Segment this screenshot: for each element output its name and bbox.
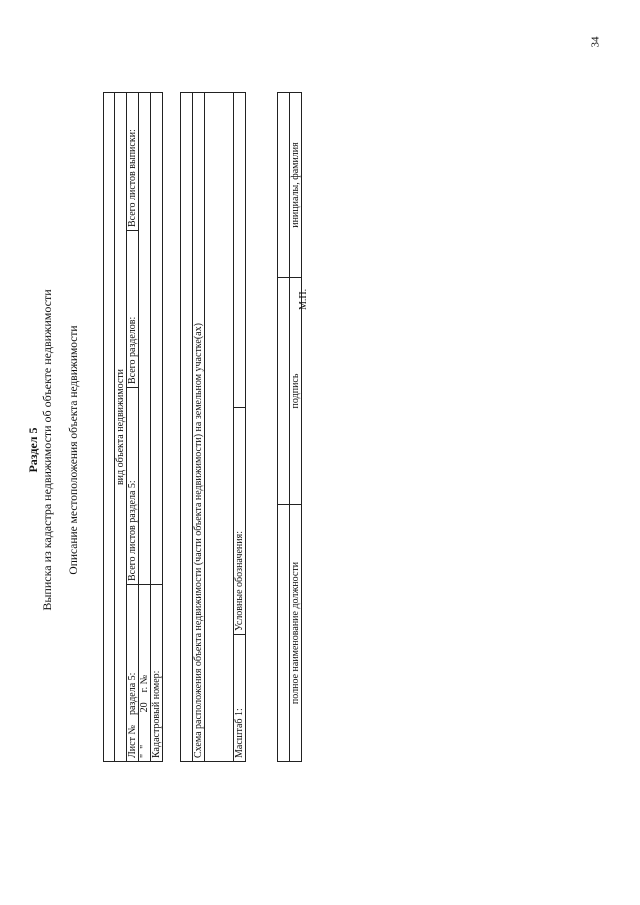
total-sections-cell: Всего разделов: [127,231,139,388]
date-quote-open: " [139,753,150,758]
legend-value-cell [234,93,246,408]
blank-cell [139,93,151,585]
name-label: инициалы, фамилия [290,93,302,278]
year-prefix: 20 [139,702,150,713]
document-subtitle: Выписка из кадастра недвижимости об объекте недвижимости [40,289,54,611]
object-type-cell: вид объекта недвижимости [115,93,127,762]
sheet-number-cell [127,585,139,762]
cadastral-value-cell [151,93,163,585]
blank-row [181,93,193,762]
header-table [103,92,163,762]
name-blank [278,93,290,278]
stamp-label: М.П. [298,288,309,310]
legend-cell: Условные обозначения: [234,408,246,635]
page-number: 34 [589,36,602,48]
position-label: полное наименование должности [290,505,302,762]
signature-blank [278,278,290,505]
scheme-area [205,93,234,762]
scale-cell: Масштаб 1: [234,635,246,762]
total-sheets-extract-cell: Всего листов выписки: [127,93,139,231]
cadastral-number-cell: Кадастровый номер: [151,585,163,762]
date-quote-close: " [139,744,150,749]
section-no-label: раздела 5: [127,672,138,716]
blank-row [104,93,115,762]
section-title: Раздел 5 [26,427,40,473]
total-sheets-section-cell: Всего листов раздела 5: [127,388,139,585]
document-heading: Описание местоположения объекта недвижимости [68,325,80,575]
sheet-no-label: Лист № [127,725,138,758]
scheme-table [180,92,246,762]
scheme-label-cell: Схема расположения объекта недвижимости (части объекта недвижимости) на земельном участке(ах) [193,93,205,762]
signature-label: подпись [290,278,302,505]
position-blank [278,505,290,762]
year-suffix: г. № [139,674,150,693]
date-cell [139,585,151,762]
signature-table [277,92,302,762]
rotated-sheet [20,20,310,880]
